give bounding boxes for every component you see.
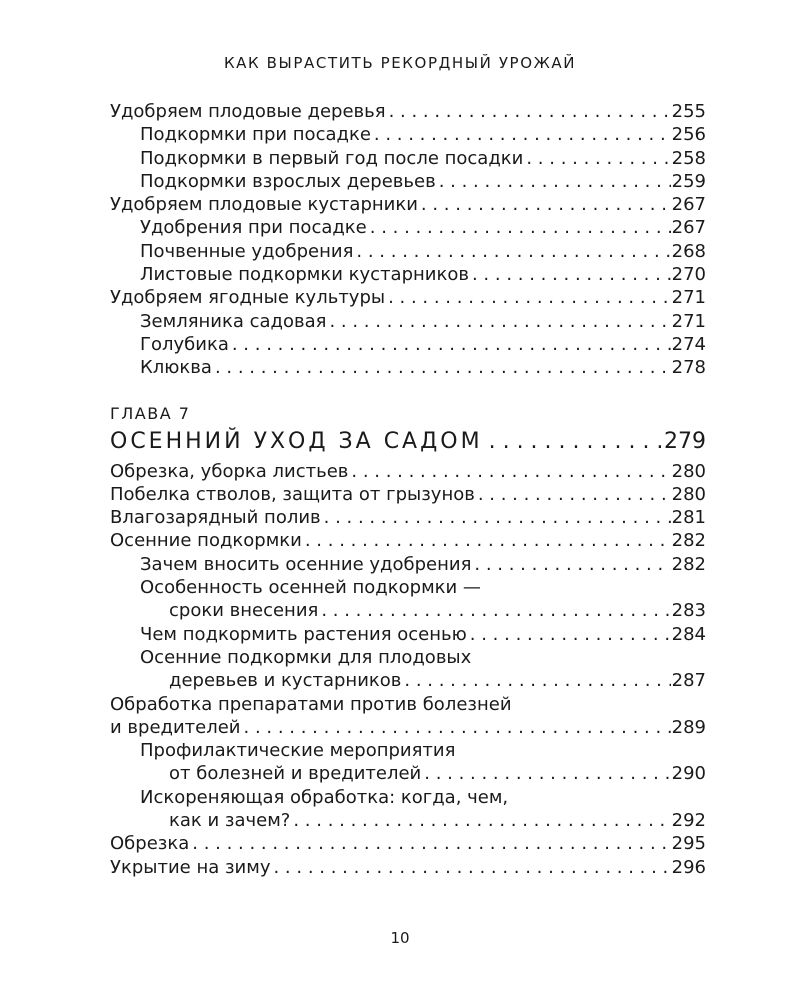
toc-entry-title: Укрытие на зиму [110,856,271,878]
leader-dots [526,147,670,170]
toc-entry-page: 290 [671,763,706,785]
toc-entry-page: 256 [671,124,706,146]
toc-entry-title: Обрезка [110,833,190,855]
toc-entry[interactable] [110,333,706,356]
toc-entry-title: Обрезка, уборка листьев [110,460,349,482]
toc-entry-page: 255 [671,101,706,122]
toc-entry[interactable] [110,240,706,263]
leader-dots [470,623,671,646]
toc-entry-page: 289 [671,716,706,738]
toc-entry-title: Осенние подкормки [110,530,302,552]
leader-dots [192,832,670,855]
toc-entry[interactable] [110,123,706,146]
toc-entry-title: Удобряем ягодные культуры [110,287,386,309]
toc-entry-title: Подкормки взрослых деревьев [140,170,436,192]
page-number: 10 [390,929,410,947]
leader-dots [321,599,670,622]
toc-entry-title-line[interactable]: Обработка препаратами против болезней [110,693,512,715]
toc-entry[interactable] [110,809,706,832]
toc-entry[interactable] [110,832,706,855]
toc-entry[interactable] [110,356,706,379]
toc-entry[interactable] [110,483,706,506]
toc-entry-page: 283 [671,600,706,622]
toc-entry[interactable] [110,170,706,193]
toc-entry[interactable] [110,193,706,216]
toc-entry-title-line[interactable]: Особенность осенней подкормки — [140,577,481,599]
leader-dots [305,529,671,552]
toc-entry-page: 270 [671,264,706,286]
toc-entry[interactable] [110,529,706,552]
toc-entry[interactable] [110,762,706,785]
toc-entry-title: Влагозарядный полив [110,507,321,529]
toc-entry[interactable] [110,286,706,309]
toc-entry-title: Чем подкормить растения осенью [140,623,467,645]
toc-entry-title-line[interactable]: Осенние подкормки для плодовых [140,646,472,668]
toc-entry-page: 281 [671,507,706,529]
leader-dots [478,483,671,506]
leader-dots [215,356,671,379]
toc-entry-title: Подкормки при посадке [140,124,371,146]
toc-entry-title: от болезней и вредителей [169,763,422,785]
toc-entry[interactable] [110,216,706,239]
toc-entry-page: 268 [671,240,706,262]
chapter-page: 279 [664,428,706,454]
toc-entry-page: 280 [671,460,706,482]
toc-entry[interactable] [110,599,706,622]
toc-entry-title: Удобряем плодовые кустарники [110,194,418,216]
leader-dots [273,856,670,879]
toc-entry[interactable] [110,460,706,483]
leader-dots [351,460,670,483]
leader-dots [329,310,670,333]
running-header: КАК ВЫРАСТИТЬ РЕКОРДНЫЙ УРОЖАЙ [223,54,577,72]
leader-dots [472,263,671,286]
toc-entry-title: Побелка стволов, защита от грызунов [110,483,475,505]
toc-entry-page: 267 [671,194,706,216]
leader-dots [374,123,671,146]
toc-entry[interactable] [110,506,706,529]
toc-entry-title: Удобрения при посадке [140,217,367,239]
toc-entry-title: как и зачем? [169,810,291,832]
toc-entry-title: сроки внесения [169,600,319,622]
toc-entry[interactable] [110,263,706,286]
toc-entry[interactable] [110,553,706,576]
toc-entry[interactable] [110,669,706,692]
toc-entry[interactable] [110,716,706,739]
leader-dots [424,762,670,785]
toc-entry-page: 296 [671,856,706,878]
toc-entry[interactable] [110,310,706,333]
toc-entry-page: 278 [671,357,706,379]
toc-entry-page: 271 [671,310,706,332]
toc-entry[interactable] [110,856,706,879]
leader-dots [389,100,671,123]
toc-entry-title-line[interactable]: Искореняющая обработка: когда, чем, [140,786,509,808]
toc-entry-page: 287 [671,670,706,692]
toc-entry-page: 282 [671,530,706,552]
leader-dots [324,506,671,529]
toc-entry-page: 274 [671,333,706,355]
leader-dots [474,553,670,576]
chapter-title: ОСЕННИЙ УХОД ЗА САДОМ [110,428,483,454]
toc-entry-title: Почвенные удобрения [140,240,354,262]
toc-entry-page: 295 [671,833,706,855]
leader-dots [293,809,670,832]
leader-dots [421,193,671,216]
toc-entry-page: 282 [671,553,706,575]
toc-entry-page: 280 [671,483,706,505]
toc-entry-title: Голубика [140,333,229,355]
toc-entry-page: 259 [671,170,706,192]
toc-entry[interactable] [110,100,706,123]
toc-entry[interactable] [110,147,706,170]
leader-dots [404,669,670,692]
toc-entry-page: 292 [671,810,706,832]
toc-entry-title-line[interactable]: Профилактические мероприятия [140,740,456,762]
leader-dots [244,716,671,739]
leader-dots [232,333,671,356]
table-of-contents [110,100,706,879]
chapter-label: ГЛАВА 7 [110,403,191,423]
toc-entry-page: 258 [671,147,706,169]
leader-dots [370,216,671,239]
chapter-heading[interactable] [110,425,706,459]
toc-entry[interactable] [110,623,706,646]
toc-entry-title: и вредителей [110,716,241,738]
toc-entry-page: 267 [671,217,706,239]
toc-entry-page: 284 [671,623,706,645]
leader-dots [388,286,671,309]
toc-entry-title: Клюква [140,357,212,379]
toc-entry-title: Земляника садовая [140,310,327,332]
toc-entry-title: Зачем вносить осенние удобрения [140,553,472,575]
toc-entry-page: 271 [671,287,706,309]
toc-entry-title: Подкормки в первый год после посадки [140,147,524,169]
leader-dots [489,425,663,459]
leader-dots [356,240,670,263]
toc-entry-title: Удобряем плодовые деревья [110,101,386,122]
toc-entry-title: Листовые подкормки кустарников [140,264,469,286]
toc-entry-title: деревьев и кустарников [169,670,402,692]
leader-dots [439,170,671,193]
